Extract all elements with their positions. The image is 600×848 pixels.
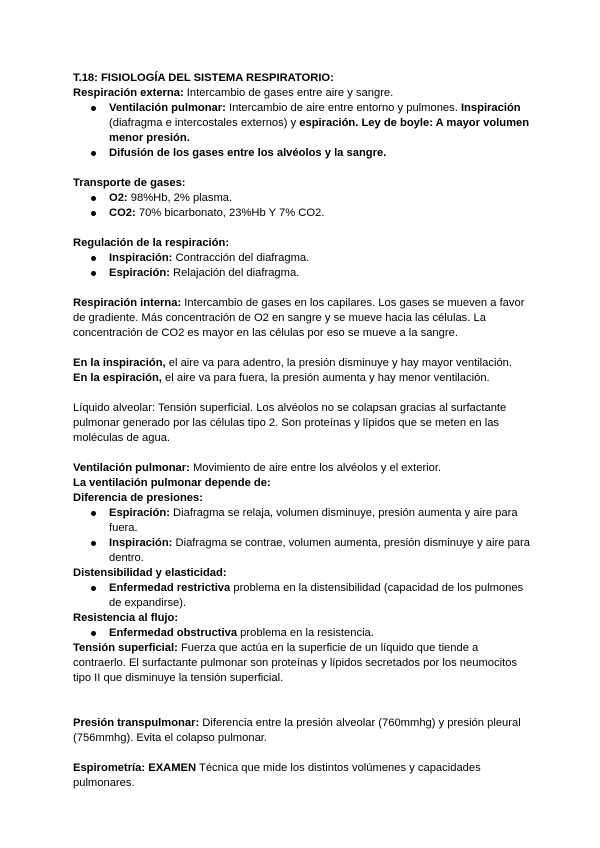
espirometria-paragraph: Espirometría: EXAMEN Técnica que mide los distintos volúmenes y capacidades pulmonares. [73,762,481,789]
resistencia-list [73,626,533,641]
list-item: Espiración: Diafragma se relaja, volumen disminuye, presión aumenta y aire para fuera. [73,506,533,536]
list-item: O2: 98%Hb, 2% plasma. [73,191,533,206]
distensibilidad-list [73,581,533,611]
list-item: Ventilación pulmonar: Intercambio de aire entre entorno y pulmones. Inspiración (diafragma e intercostales externos) y espiración. Ley de boyle: A mayor volumen menor presión. [73,101,533,146]
espiracion-line: En la espiración, el aire va para fuera, la presión aumenta y hay menor ventilación. [73,372,490,384]
list-item: CO2: 70% bicarbonato, 23%Hb Y 7% CO2. [73,206,533,221]
list-item: Enfermedad restrictiva problema en la distensibilidad (capacidad de los pulmones de expandirse). [73,581,533,611]
liquido-alveolar-paragraph: Líquido alveolar: Tensión superficial. Los alvéolos no se colapsan gracias al surfactante pulmonar generado por las células tipo 2. Son proteínas y lípidos que se meten en las moléculas de agua. [73,402,507,444]
regulacion-heading: Regulación de la respiración: [73,237,230,249]
distensibilidad-heading: Distensibilidad y elasticidad: [73,567,227,579]
list-item: Inspiración: Contracción del diafragma. [73,251,533,266]
resp-externa-list [73,101,533,161]
regulacion-list [73,251,533,281]
tension-superficial-paragraph: Tensión superficial: Fuerza que actúa en la superficie de un líquido que tiende a contraerlo. El surfactante pulmonar son proteínas y lípidos secretados por los neumocitos tipo II que disminuye la tensión superficial. [73,642,518,684]
list-item: Difusión de los gases entre los alvéolos y la sangre. [73,146,533,161]
list-item: Inspiración: Diafragma se contrae, volumen aumenta, presión disminuye y aire para dentro. [73,536,533,566]
resp-externa-line: Respiración externa: Intercambio de gases entre aire y sangre. [73,87,394,99]
presiones-heading: Diferencia de presiones: [73,492,203,504]
resistencia-heading: Resistencia al flujo: [73,612,179,624]
transporte-heading: Transporte de gases: [73,177,186,189]
inspiracion-line: En la inspiración, el aire va para adentro, la presión disminuye y hay mayor ventilación. [73,357,513,369]
transporte-list [73,191,533,221]
presiones-list [73,506,533,566]
depende-heading: La ventilación pulmonar depende de: [73,477,271,489]
resp-interna-paragraph: Respiración interna: Intercambio de gases en los capilares. Los gases se mueven a favor de gradiente. Más concentración de O2 en sangre y se mueve hacia las células. La concentración de CO2 es mayor en las células por eso se mueve a la sangre. [73,297,525,339]
ventilacion-line: Ventilación pulmonar: Movimiento de aire entre los alvéolos y el exterior. [73,462,442,474]
transpulmonar-paragraph: Presión transpulmonar: Diferencia entre la presión alveolar (760mmhg) y presión pleural (756mmhg). Evita el colapso pulmonar. [73,717,521,744]
page-title: T.18: FISIOLOGÍA DEL SISTEMA RESPIRATORIO: [73,72,334,84]
list-item: Enfermedad obstructiva problema en la resistencia. [73,626,533,641]
list-item: Espiración: Relajación del diafragma. [73,266,533,281]
document-page [73,71,533,791]
